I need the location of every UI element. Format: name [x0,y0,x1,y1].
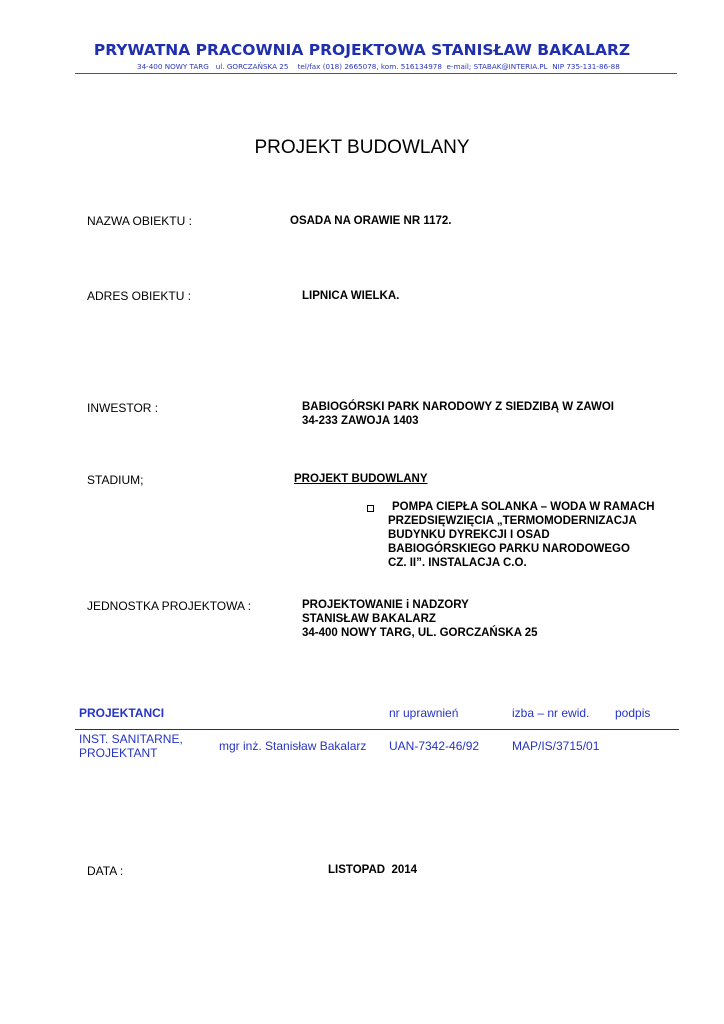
date-label: DATA : [87,864,124,878]
scope-line-5: CZ. II”. INSTALACJA C.O. [388,557,527,569]
scope-line-1: POMPA CIEPŁA SOLANKA – WODA W RAMACH [392,501,655,513]
investor-name: BABIOGÓRSKI PARK NARODOWY Z SIEDZIBĄ W ZAWOI [302,401,614,413]
investor-address: 34-233 ZAWOJA 1403 [302,415,419,427]
object-address-label: ADRES OBIEKTU : [87,289,192,303]
scope-line-2: PRZEDSIĘWZIĘCIA „TERMOMODERNIZACJA [388,515,637,527]
designer-chamber-number: MAP/IS/3715/01 [512,739,600,753]
object-name-label: NAZWA OBIEKTU : [87,214,192,228]
document-title: PROJEKT BUDOWLANY [254,137,470,158]
square-bullet-icon [367,505,374,512]
investor-label: INWESTOR : [87,401,159,415]
designer-license: UAN-7342-46/92 [389,739,480,753]
stage-label-suffix: ; [140,473,144,487]
object-address-value: LIPNICA WIELKA. [302,290,400,302]
stage-value: PROJEKT BUDOWLANY [294,473,428,485]
designer-role-line-1: INST. SANITARNE, [79,732,183,746]
signature-header: podpis [615,706,651,720]
design-unit-line-1: PROJEKTOWANIE i NADZORY [302,599,469,611]
design-unit-line-3: 34-400 NOWY TARG, UL. GORCZAŃSKA 25 [302,627,538,639]
scope-line-3: BUDYNKU DYREKCJI I OSAD [388,529,550,541]
object-name-value: OSADA NA ORAWIE NR 1172. [290,215,452,227]
stage-label-text: STADIUM [87,473,141,487]
designers-header: PROJEKTANCI [79,706,165,720]
design-unit-line-2: STANISŁAW BAKALARZ [302,613,436,625]
table-divider [75,729,679,730]
date-value: LISTOPAD 2014 [328,864,418,876]
designer-name: mgr inż. Stanisław Bakalarz [219,739,367,753]
letterhead-divider [75,73,677,74]
license-header: nr uprawnień [389,706,459,720]
designer-role-line-2: PROJEKTANT [79,746,158,760]
design-unit-label: JEDNOSTKA PROJEKTOWA : [87,599,252,613]
letterhead-contact: 34-400 NOWY TARG ul. GORCZAŃSKA 25 tel/fax (018) 2665078, kom. 516134978 e-mail; STABAK@INTERIA.PL NIP 735-131-86-88 [137,62,620,71]
letterhead-title: PRYWATNA PRACOWNIA PROJEKTOWA STANISŁAW BAKALARZ [93,41,631,59]
stage-label [87,473,143,487]
chamber-header: izba – nr ewid. [512,706,590,720]
scope-line-4: BABIOGÓRSKIEGO PARKU NARODOWEGO [388,543,630,555]
